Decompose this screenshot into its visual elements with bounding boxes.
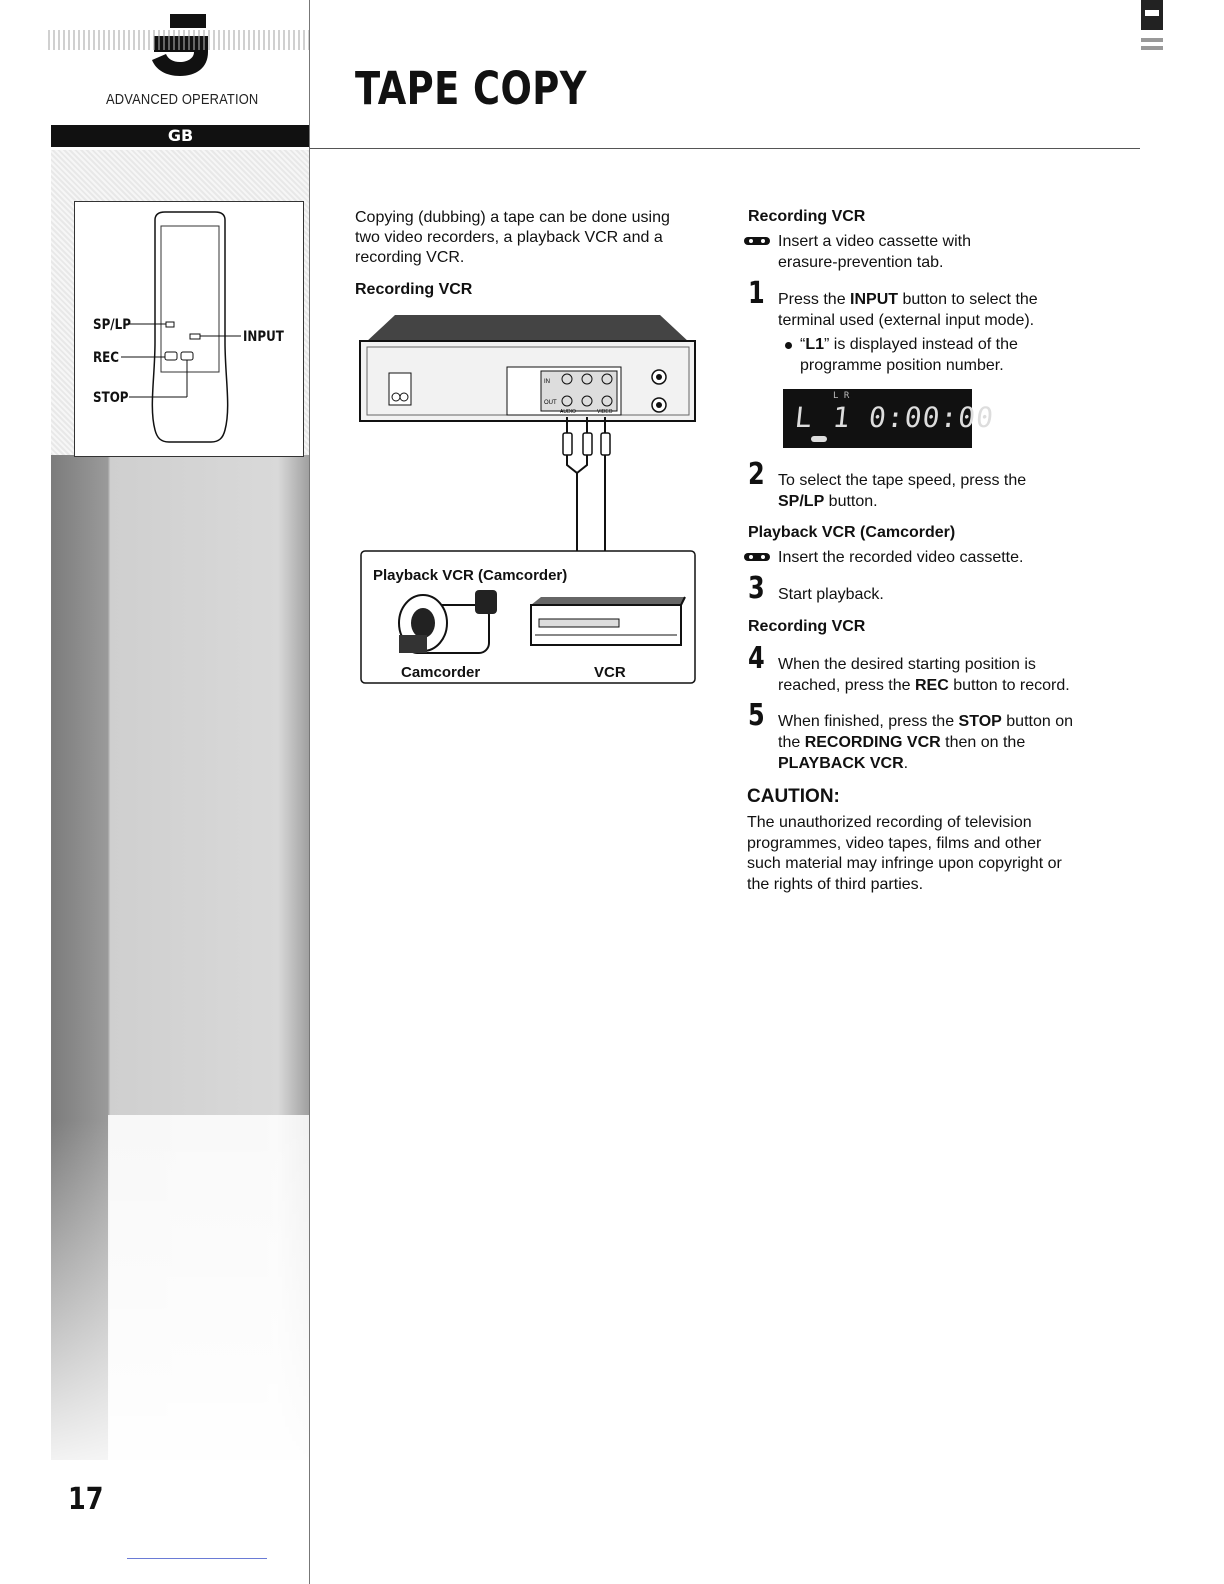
page-number: 17 — [68, 1482, 104, 1517]
intro-line-2: two video recorders, a playback VCR and a — [355, 229, 663, 246]
jack-in-label: IN — [544, 379, 550, 385]
lcd-channel: L 1 — [793, 401, 854, 434]
section-label: ADVANCED OPERATION — [106, 91, 259, 108]
step-2-number: 2 — [748, 457, 765, 492]
recording-vcr-heading: Recording VCR — [748, 208, 866, 225]
figure-recording-vcr-label: Recording VCR — [355, 281, 473, 298]
rec-callout: REC — [93, 350, 120, 366]
intro-line-1: Copying (dubbing) a tape can be done using — [355, 209, 670, 226]
insert-cassette-line-2: erasure-prevention tab. — [778, 254, 944, 271]
step-2-line-1: To select the tape speed, press the — [778, 472, 1027, 489]
step-1-number: 1 — [748, 276, 765, 311]
step-1-note-line-2: programme position number. — [800, 357, 1004, 374]
jack-audio-label: AUDIO — [560, 409, 576, 415]
lcd-display — [783, 389, 996, 448]
step-5-line-2: the RECORDING VCR then on the — [778, 734, 1026, 751]
title-rule — [310, 148, 1140, 149]
sidebar-fade-bottom — [51, 1120, 309, 1460]
remote-control-figure — [74, 201, 304, 457]
jack-out-label: OUT — [544, 400, 557, 406]
playback-heading: Playback VCR (Camcorder) — [748, 524, 956, 541]
cassette-icon — [744, 236, 770, 246]
step-5-number: 5 — [748, 698, 765, 733]
camcorder-label: Camcorder — [401, 664, 481, 681]
step-3-number: 3 — [748, 571, 765, 606]
header-texture — [48, 30, 310, 50]
step-1-line-2: terminal used (external input mode). — [778, 312, 1035, 329]
step-5-line-3: PLAYBACK VCR. — [778, 755, 909, 772]
input-callout: INPUT — [243, 329, 284, 345]
lcd-cassette-icon — [811, 435, 827, 443]
vcr-label: VCR — [594, 664, 626, 681]
insert-cassette-line-1: Insert a video cassette with — [778, 233, 971, 250]
insert-recorded-line: Insert the recorded video cassette. — [778, 549, 1024, 566]
step-1-line-1: Press the INPUT button to select the — [778, 291, 1038, 308]
footer-line — [127, 1558, 267, 1559]
stop-button-ref: STOP — [958, 713, 1002, 730]
column-divider — [309, 0, 310, 1584]
step-1-note-line-1: “L1” is displayed instead of the — [800, 336, 1018, 353]
cassette-icon — [744, 552, 770, 562]
caution-line-4: the rights of third parties. — [747, 876, 924, 893]
connection-diagram — [355, 305, 700, 690]
step-4-line-2: reached, press the REC button to record. — [778, 677, 1070, 694]
step-4-line-1: When the desired starting position is — [778, 656, 1036, 673]
page-title: TAPE COPY — [355, 62, 587, 115]
caution-line-2: programmes, video tapes, films and other — [747, 835, 1042, 852]
step-4-number: 4 — [748, 641, 765, 676]
step-5-line-1: When finished, press the STOP button on — [778, 713, 1073, 730]
caution-heading: CAUTION: — [747, 786, 840, 807]
intro-line-3: recording VCR. — [355, 249, 465, 266]
playback-box-title: Playback VCR (Camcorder) — [373, 567, 568, 584]
lcd-time: 0:00:00 — [867, 401, 996, 434]
step-2-line-2: SP/LP button. — [778, 493, 878, 510]
language-bar — [51, 125, 310, 147]
lcd-lr-indicator: L R — [833, 391, 850, 401]
step-3-text: Start playback. — [778, 586, 884, 603]
language-label: GB — [167, 126, 194, 145]
jack-video-label: VIDEO — [597, 409, 613, 415]
caution-line-3: such material may infringe upon copyright or — [747, 855, 1062, 872]
caution-line-1: The unauthorized recording of television — [747, 814, 1032, 831]
input-button-ref: INPUT — [850, 291, 899, 308]
edge-tab-marker — [1141, 0, 1163, 55]
rec-button-ref: REC — [914, 677, 949, 694]
playback-vcr-icon — [531, 597, 685, 645]
recording-vcr-heading-2: Recording VCR — [748, 618, 866, 635]
bullet-dot — [785, 342, 792, 349]
splp-callout: SP/LP — [93, 317, 131, 333]
stop-callout: STOP — [93, 390, 129, 406]
splp-button-ref: SP/LP — [778, 493, 825, 510]
